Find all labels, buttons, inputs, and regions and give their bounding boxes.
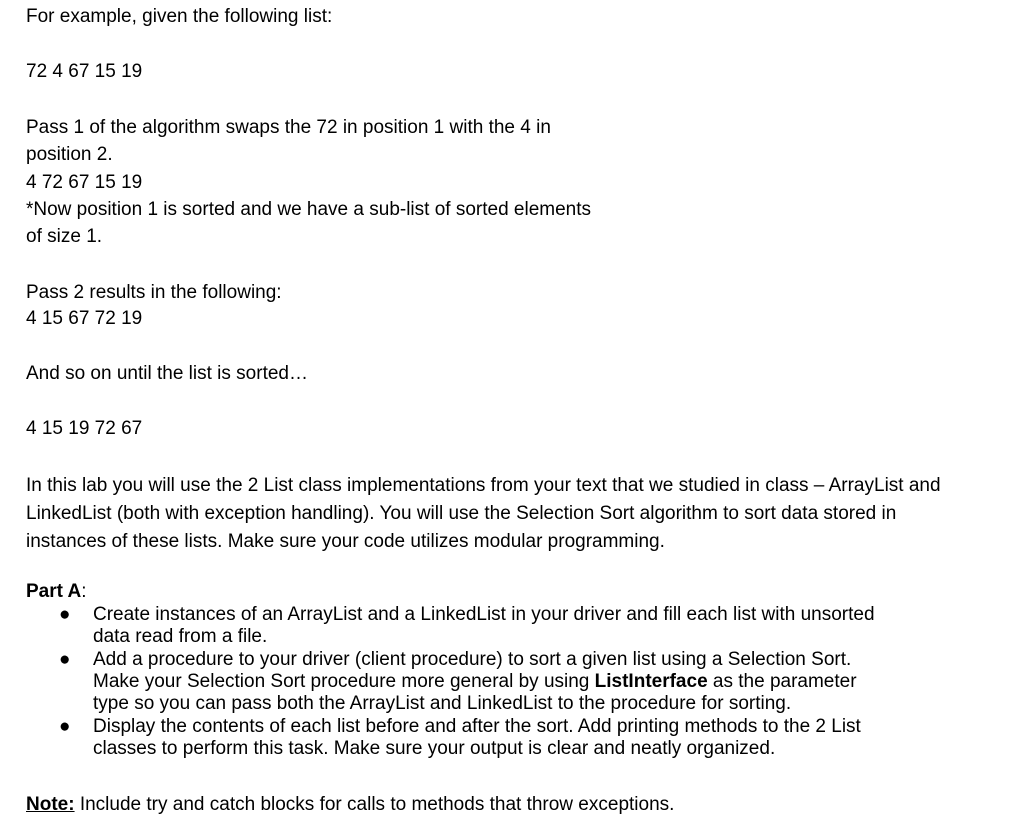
- bullet2-line2: [93, 671, 1006, 693]
- pass2-line: Pass 2 results in the following:: [26, 282, 282, 303]
- note-line: [26, 794, 674, 816]
- intro-text: For example, given the following list:: [26, 6, 333, 27]
- list-item: [56, 716, 1006, 760]
- bullet-icon: ●: [59, 649, 71, 670]
- list-interface-keyword: ListInterface: [594, 671, 708, 692]
- list-item: [56, 649, 1006, 715]
- lab-paragraph-line1: In this lab you will use the 2 List class implementations from your text that we studied in class – ArrayList and: [26, 475, 941, 496]
- pass2-result: 4 15 67 72 19: [26, 308, 143, 329]
- pass1-line1: Pass 1 of the algorithm swaps the 72 in position 1 with the 4 in: [26, 117, 551, 138]
- bullet1-line2: data read from a file.: [93, 626, 268, 647]
- bullet3-line2: classes to perform this task. Make sure your output is clear and neatly organized.: [93, 738, 776, 759]
- note-text: Include try and catch blocks for calls to methods that throw exceptions.: [74, 794, 675, 815]
- part-a-heading: [26, 581, 87, 603]
- bullet2-line3: type so you can pass both the ArrayList and LinkedList to the procedure for sorting.: [93, 693, 792, 714]
- part-a-colon: :: [81, 581, 87, 602]
- lab-paragraph-line2: LinkedList (both with exception handling). You will use the Selection Sort algorithm to sort data stored in: [26, 503, 897, 524]
- bullet3-line1: Display the contents of each list before and after the sort. Add printing methods to the 2 List: [93, 716, 861, 737]
- lab-paragraph-line3: instances of these lists. Make sure your code utilizes modular programming.: [26, 531, 665, 552]
- initial-list: 72 4 67 15 19: [26, 61, 143, 82]
- bullet2-line2-after: as the parameter: [707, 671, 857, 692]
- and-so-on-text: And so on until the list is sorted…: [26, 363, 308, 384]
- bullet2-line2-before: Make your Selection Sort procedure more general by using: [93, 671, 595, 692]
- part-a-label: Part A: [26, 581, 82, 602]
- list-item: [56, 604, 1006, 648]
- bullet-icon: ●: [59, 716, 71, 737]
- bullet2-line1: Add a procedure to your driver (client procedure) to sort a given list using a Selection Sort.: [93, 649, 852, 670]
- pass1-note-line1: *Now position 1 is sorted and we have a sub-list of sorted elements: [26, 199, 592, 220]
- note-label: Note:: [26, 794, 75, 815]
- pass1-note-line2: of size 1.: [26, 226, 103, 247]
- bullet-icon: ●: [59, 604, 71, 625]
- bullet1-line1: Create instances of an ArrayList and a LinkedList in your driver and fill each list with unsorted: [93, 604, 875, 625]
- final-list: 4 15 19 72 67: [26, 418, 143, 439]
- pass1-result: 4 72 67 15 19: [26, 172, 143, 193]
- pass1-line2: position 2.: [26, 144, 113, 165]
- part-a-bullet-list: [56, 604, 1006, 760]
